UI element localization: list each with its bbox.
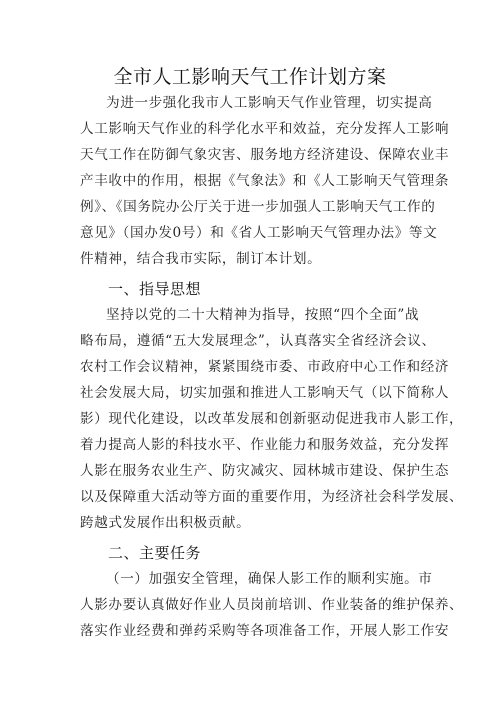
paragraph-line: 坚持以党的二十大精神为指导，按照“四个全面”战 (106, 307, 420, 323)
paragraph-line: 社会发展大局，切实加强和推进人工影响天气（以下简称人 (80, 385, 450, 401)
paragraph-line: 着力提高人影的科技水平、作业能力和服务效益，充分发挥 (80, 437, 450, 453)
paragraph-line: 略布局，遵循“五大发展理念”，认真落实全省经济会议、 (80, 333, 436, 349)
paragraph-line: 产丰收中的作用，根据《气象法》和《人工影响天气管理条 (80, 173, 450, 189)
paragraph-line: （一）加强安全管理，确保人影工作的顺利实施。市 (106, 571, 433, 587)
section-heading-main-tasks: 二、主要任务 (108, 544, 202, 562)
paragraph-line: 影）现代化建设，以改革发展和创新驱动促进我市人影工作， (80, 411, 464, 427)
paragraph-line: 人影在服务农业生产、防灾减灾、园林城市建设、保护生态 (80, 463, 450, 479)
paragraph-line: 件精神，结合我市实际，制订本计划。 (80, 251, 322, 267)
paragraph-line: 天气工作在防御气象灾害、服务地方经济建设、保障农业丰 (80, 147, 450, 163)
paragraph-line: 例》、《国务院办公厅关于进一步加强人工影响天气工作的 (80, 199, 436, 215)
paragraph-line: 农村工作会议精神，紧紧围绕市委、市政府中心工作和经济 (80, 359, 450, 375)
paragraph-line: 人工影响天气作业的科学化水平和效益，充分发挥人工影响 (80, 121, 450, 137)
paragraph-line: 落实作业经费和弹药采购等各项准备工作，开展人影工作安 (80, 623, 450, 639)
paragraph-line: 为进一步强化我市人工影响天气作业管理，切实提高 (106, 95, 433, 111)
paragraph-line: 人影办要认真做好作业人员岗前培训、作业装备的维护保养、 (80, 597, 464, 613)
section-heading-guiding-ideology: 一、指导思想 (108, 280, 202, 298)
paragraph-line: 意见》（国办发0号）和《省人工影响天气管理办法》等文 (80, 225, 438, 241)
document-title: 全市人工影响天气工作计划方案 (113, 66, 387, 88)
paragraph-line: 跨越式发展作出积极贡献。 (80, 515, 251, 531)
paragraph-line: 以及保障重大活动等方面的重要作用，为经济社会科学发展、 (80, 489, 464, 505)
